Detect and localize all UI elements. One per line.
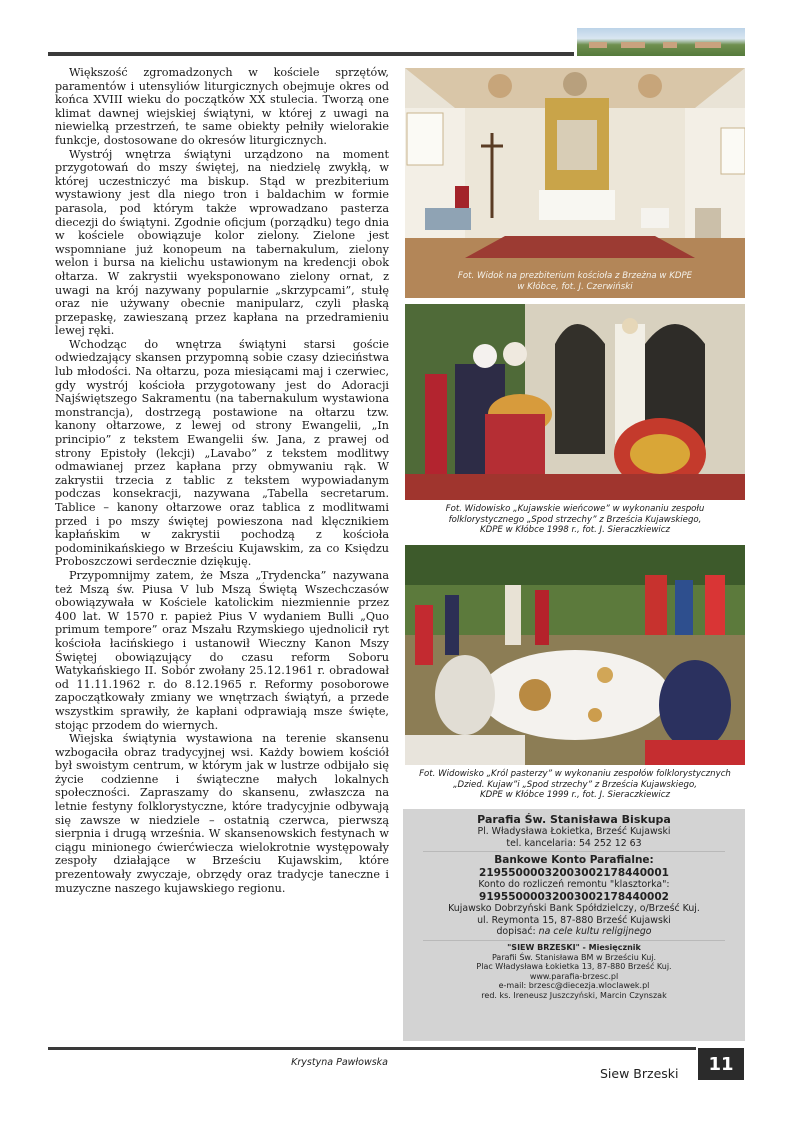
divider: [423, 940, 725, 941]
caption-line: Fot. Widowisko „Król pasterzy” w wykonaniu zespołów folklorystycznych: [419, 769, 731, 779]
article-paragraph: Wystrój wnętrza świątyni urządzono na moment przygotowań do mszy świętej, na niedzielę zwykłą, w której uczestniczyć ma biskup. Stąd w prezbiterium wystawiony jest dla niego tron i baldachim w formie parasola, pod którym także wprowadzano pasterza diecezji do świątyni. Zgodnie oficjum (porządku) tego dnia w kościele obowiązuje kolor zielony. Zielone jest wspomniane już konopeum na tabernakulum, zielony welon i bursa na kielichu ustawionym na kredencji obok ołtarza. W zakrystii wyeksponowano zielony ornat, z uwagi na krój nazywany popularnie „skrzypcami”, stułę oraz nie używany obecnie manipularz, czyli płaską przepaskę, zawieszaną przez kapłana na przedramieniu lewej ręki.: [55, 147, 389, 338]
note-prefix: dopisać:: [496, 926, 536, 938]
header-rule: [48, 52, 574, 56]
note-value: na cele kultu religijnego: [538, 926, 652, 938]
caption-line: KDPE w Kłóbce 1998 r., fot. J. Sieraczkiewicz: [479, 525, 671, 536]
magazine-name: "SIEW BRZESKI" - Miesięcznik: [507, 943, 641, 953]
magazine-publisher: Parafii Św. Stanisława BM w Brześciu Kuj.: [491, 952, 657, 962]
article-paragraph: Wiejska świątynia wystawiona na terenie skansenu wzbogaciła obraz tradycyjnej wsi. Każdy bowiem kościół był swoistym centrum, w którym jak w lustrze odbijało się życie codzienne i świąteczne małych lokalnych społeczności. Zapraszamy do skansenu, zwłaszcza na letnie festyny folklorystyczne, które tradycyjnie odbywają się zawsze w niedziele – ostatnią czerwca, pierwszą sierpnia i drugą września. W skansenowskich festynach w ciągu minionego ćwierćwiecza wielokrotnie występowały zespoły działające w Brześciu Kujawskim, które prezentowały zwyczaje, obrzędy oraz tradycje taneczne i muzyczne naszego kujawskiego regionu.: [55, 732, 389, 895]
transfer-note: [403, 926, 745, 938]
bank-name: Kujawsko Dobrzyński Bank Spółdzielczy, o/Brześć Kuj.: [448, 903, 700, 915]
photo-caption: [405, 504, 745, 536]
article-paragraph: Przypomnijmy zatem, że Msza „Trydencka” nazywana też Mszą św. Piusa V lub Mszą Świętą Wszechczasów obowiązywała w Kościele katolickim niezmiennie przez 400 lat. W 1570 r. papież Pius V wydaniem Bulli „Quo primum tempore” oraz Mszału Rzymskiego ujednolicił ryt kościoła łacińskiego i ustanowił Wieczny Kanon Mszy Świętej obowiązujący do czasu reform Soboru Watykańskiego II. Sobór zwołany 25.12.1961 r. obradował od 11.11.1962 r. do 8.12.1965 r. Reformy posoborowe zapoczątkowały zmiany we wnętrzach świątyń, a przede wszystkim sprawiły, że kapłani odprawiają msze święte, stojąc przodem do wiernych.: [55, 568, 389, 732]
parish-address: Pl. Władysława Łokietka, Brześć Kujawski: [477, 826, 671, 837]
caption-line: KDPE w Kłóbce 1999 r., fot. J. Sieraczkiewicz: [479, 790, 671, 801]
bank-address: ul. Reymonta 15, 87-880 Brześć Kujawski: [477, 914, 671, 926]
account-label: Bankowe Konto Parafialne:: [494, 854, 654, 867]
caption-line: „Dzied. Kujaw”i „Spod strzechy” z Brześcia Kujawskiego,: [453, 779, 697, 790]
festival-group-photo: [405, 545, 745, 765]
article-author: Krystyna Pawłowska: [291, 1057, 388, 1068]
caption-line: Fot. Widowisko „Kujawskie wieńcowe” w wykonaniu zespołu: [445, 504, 705, 514]
caption-line: Fot. Widok na prezbiterium kościoła z Brzeżna w KDPE: [457, 271, 693, 281]
magazine-editors: red. ks. Ireneusz Juszczyński, Marcin Czynszak: [481, 991, 667, 1001]
account-number: 21955000032003002178440001: [479, 866, 669, 879]
folk-performance-photo: [405, 304, 745, 500]
footer-magazine-name: Siew Brzeski: [600, 1066, 679, 1081]
article-paragraph: Większość zgromadzonych w kościele sprzętów, paramentów i utensyliów liturgicznych obejmuje okres od końca XVIII wieku do początków XX stulecia. Tworzą one klimat dawnej wiejskiej świątyni, w której z uwagi na niewielką przestrzeń, te same obiekty pełniły wielorakie funkcje, dostosowane do okresów liturgicznych.: [55, 66, 389, 147]
parish-phone: tel. kancelaria: 54 252 12 63: [506, 837, 642, 849]
magazine-email: e-mail: brzesc@diecezja.wloclawek.pl: [498, 981, 650, 991]
divider: [423, 851, 725, 852]
caption-line: folklorystycznego „Spod strzechy” z Brześcia Kujawskiego,: [448, 514, 702, 525]
photo-caption: [405, 271, 745, 292]
footer-rule: [48, 1047, 696, 1050]
parish-title: Parafia Św. Stanisława Biskupa: [477, 813, 671, 826]
page-number: 11: [698, 1048, 744, 1080]
article-body: [55, 66, 389, 895]
header-village-photo: [577, 28, 745, 56]
renovation-label: Konto do rozliczeń remontu "klasztorka":: [478, 879, 670, 891]
article-paragraph: Wchodząc do wnętrza świątyni starsi goście odwiedzający skansen przypomną sobie czasy dzieciństwa lub młodości. Na ołtarzu, poza miesiącami maj i czerwiec, gdy wystrój kościoła przygotowany jest do Adoracji Najświętszego Sakramentu (na tabernakulum wystawiona monstrancja), dostrzegą postawione na ołtarzu tzw. kanony ołtarzowe, z lewej od strony Ewangelii, „In principio” z tekstem Ewangelii św. Jana, z prawej od strony Epistoły (lekcji) „Lavabo” z tekstem modlitwy odmawianej przez kapłana przy obmywaniu rąk. W zakrystii trzecia z tablic z tekstem wypowiadanym podczas konsekracji, nazywana „Tabella secretarum. Tablice – kanony ołtarzowe oraz tablica z modlitwami przed i po mszy świętej powieszona nad klęcznikiem kapłańskim w zakrystii pochodzą z kościoła podominikańskiego w Brześciu Kujawskim, za co Księdzu Proboszczowi serdecznie dziękuję.: [55, 337, 389, 569]
parish-info-box: [403, 809, 745, 1041]
church-interior-photo: [405, 68, 745, 298]
magazine-address: Plac Władysława Łokietka 13, 87-880 Brześć Kuj.: [476, 962, 672, 972]
renovation-number: 91955000032003002178440002: [479, 890, 669, 903]
caption-line: w Kłóbce, fot. J. Czerwiński: [517, 281, 633, 292]
magazine-website: www.parafia-brzesc.pl: [529, 971, 619, 981]
photo-caption: [405, 769, 745, 801]
